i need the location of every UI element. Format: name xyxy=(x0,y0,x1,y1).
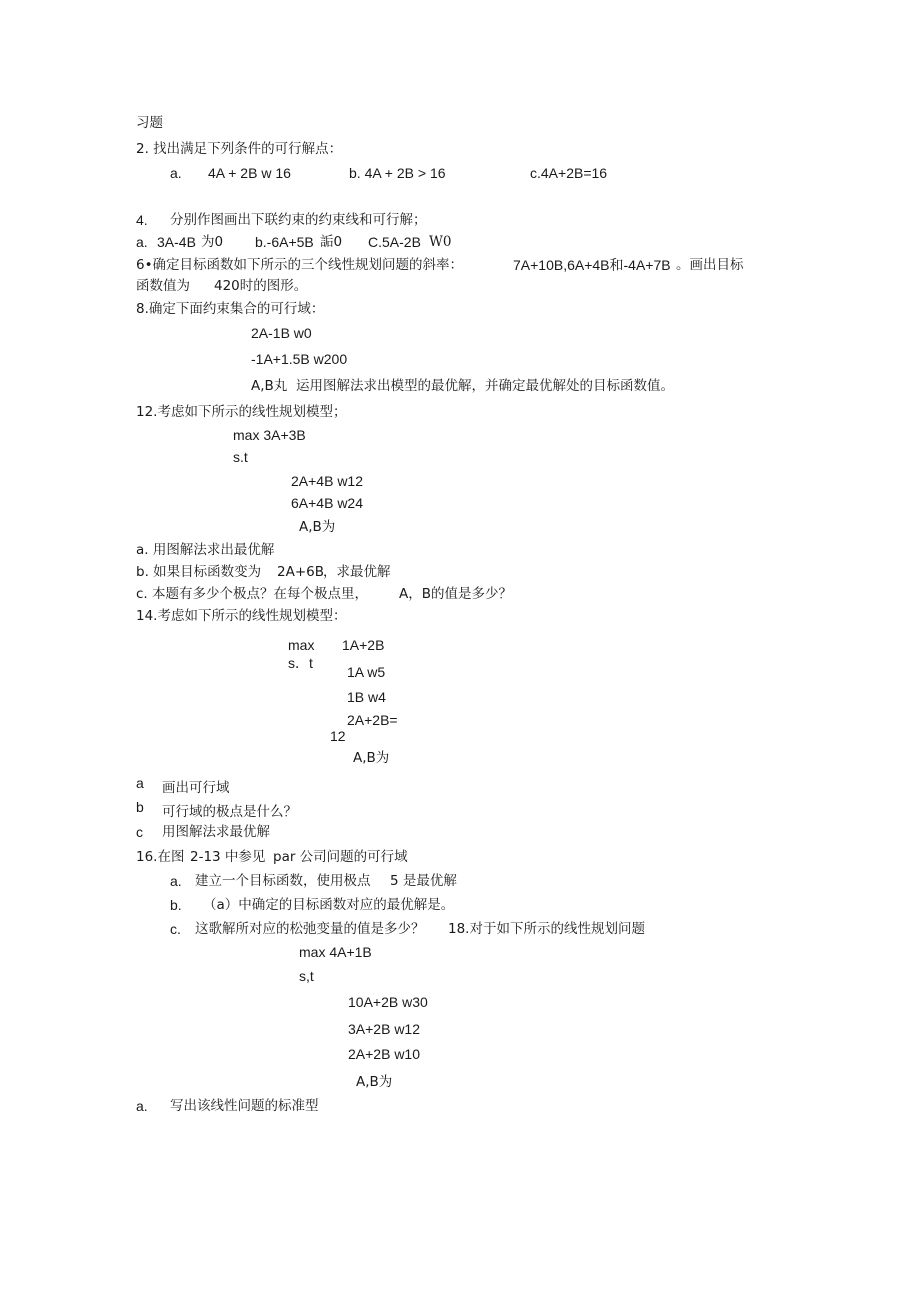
problem-18-constraint-1: 10A+2B w30 xyxy=(348,994,428,1010)
problem-4-question: 分别作图画出下联约束的约束线和可行解； xyxy=(170,212,427,228)
problem-12-part-c-tail: A，B的值是多少？ xyxy=(399,586,512,602)
problem-14-question: 14.考虑如下所示的线性规划模型： xyxy=(136,608,347,624)
problem-12-part-b-tail: ，求最优解 xyxy=(323,564,391,580)
problem-18-nonnegativity: A,B为 xyxy=(356,1074,393,1090)
problem-4-c-symbol: W0 xyxy=(429,234,452,250)
problem-16-c-label: c. xyxy=(170,921,181,937)
problem-12-nonnegativity: A,B为 xyxy=(299,519,336,535)
problem-14-constraint-3-rhs: 12 xyxy=(330,728,346,744)
problem-12-subject-to: s.t xyxy=(233,449,248,465)
problem-4-a-symbol: 为0 xyxy=(201,234,224,250)
problem-16-part-b: （a）中确定的目标函数对应的最优解是。 xyxy=(203,897,455,913)
problem-12-question: 12.考虑如下所示的线性规划模型； xyxy=(136,404,347,420)
problem-16-part-c: 这歌解所对应的松弛变量的值是多少？ xyxy=(195,921,425,937)
problem-14-part-b: 可行域的极点是什么？ xyxy=(162,804,297,820)
problem-2-b: b. 4A + 2B > 16 xyxy=(349,165,446,181)
problem-8-constraint-2: -1A+1.5B w200 xyxy=(251,351,348,367)
problem-14-a-label: a xyxy=(136,775,144,791)
problem-12-constraint-1: 2A+4B w12 xyxy=(291,473,363,489)
problem-18-constraint-3: 2A+2B w10 xyxy=(348,1046,420,1062)
problem-14-constraint-1: 1A w5 xyxy=(347,664,386,680)
problem-14-constraint-2: 1B w4 xyxy=(347,689,386,705)
problem-12-part-a: a. 用图解法求出最优解 xyxy=(136,542,275,558)
problem-2-a: 4A + 2B w 16 xyxy=(208,165,291,181)
problem-14-b-label: b xyxy=(136,799,144,815)
problem-12-part-b: b. 如果目标函数变为 xyxy=(136,564,262,580)
problem-2-a-label: a. xyxy=(170,165,182,181)
problem-2-c: c.4A+2B=16 xyxy=(530,165,608,181)
problem-18-a-label: a. xyxy=(136,1098,148,1114)
problem-4-a-label: a. xyxy=(136,234,148,250)
problem-16-question: 16.在图 xyxy=(136,849,185,865)
problem-16-part-a: 建立一个目标函数，使用极点 xyxy=(195,873,371,889)
problem-4-b-symbol: 詬0 xyxy=(320,234,343,250)
problem-8-instruction: 运用图解法求出模型的最优解，并确定最优解处的目标函数值。 xyxy=(296,378,674,394)
problem-14-max: max xyxy=(288,637,315,653)
problem-4-number: 4. xyxy=(136,212,148,228)
problem-16-part-a-tail: 5 是最优解 xyxy=(390,873,457,889)
problem-8-constraint-1: 2A-1B w0 xyxy=(251,325,312,341)
problem-16-a-label: a. xyxy=(170,873,182,889)
problem-12-objective: max 3A+3B xyxy=(233,427,306,443)
page-title: 习题 xyxy=(136,115,163,131)
problem-14-nonnegativity: A,B为 xyxy=(353,750,390,766)
problem-4-b: b.-6A+5B xyxy=(255,234,314,250)
problem-12-constraint-2: 6A+4B w24 xyxy=(291,495,363,511)
problem-6-value: 420时的图形。 xyxy=(214,278,308,294)
problem-4-a: 3A-4B xyxy=(157,234,196,250)
problem-14-constraint-3: 2A+2B= xyxy=(347,712,398,728)
problem-12-part-b-function: 2A+6B xyxy=(277,564,324,580)
problem-8-question: 8.确定下面约束集合的可行域： xyxy=(136,301,325,317)
problem-8-constraint-3: A,B丸 xyxy=(251,378,288,394)
problem-14-objective: 1A+2B xyxy=(342,637,385,653)
problem-18-objective: max 4A+1B xyxy=(299,944,372,960)
problem-4-c: C.5A-2B xyxy=(368,234,421,250)
problem-6-question-line2: 函数值为 xyxy=(136,278,190,294)
problem-18-question: 18.对于如下所示的线性规划问题 xyxy=(448,921,645,937)
problem-6-question: 6•确定目标函数如下所示的三个线性规划问题的斜率： xyxy=(136,257,464,273)
problem-18-subject-to: s,t xyxy=(299,968,314,984)
problem-14-part-a: 画出可行域 xyxy=(162,780,230,796)
problem-16-figure-ref: 2-13 中参见 xyxy=(190,849,266,865)
problem-14-part-c: 用图解法求最优解 xyxy=(162,824,270,840)
problem-6-functions: 7A+10B,6A+4B和-4A+7B xyxy=(513,257,671,273)
problem-14-c-label: c xyxy=(136,824,143,840)
problem-18-constraint-2: 3A+2B w12 xyxy=(348,1021,420,1037)
problem-2-question: 2. 找出满足下列条件的可行解点： xyxy=(136,141,343,157)
problem-6-question-tail: 。画出目标 xyxy=(676,257,744,273)
problem-16-question-tail: par 公司问题的可行域 xyxy=(273,849,408,865)
problem-14-subject-to: s．t xyxy=(288,655,313,671)
problem-12-part-c: c. 本题有多少个极点？在每个极点里， xyxy=(136,586,369,602)
problem-18-part-a: 写出该线性问题的标准型 xyxy=(170,1098,319,1114)
problem-16-b-label: b. xyxy=(170,897,182,913)
